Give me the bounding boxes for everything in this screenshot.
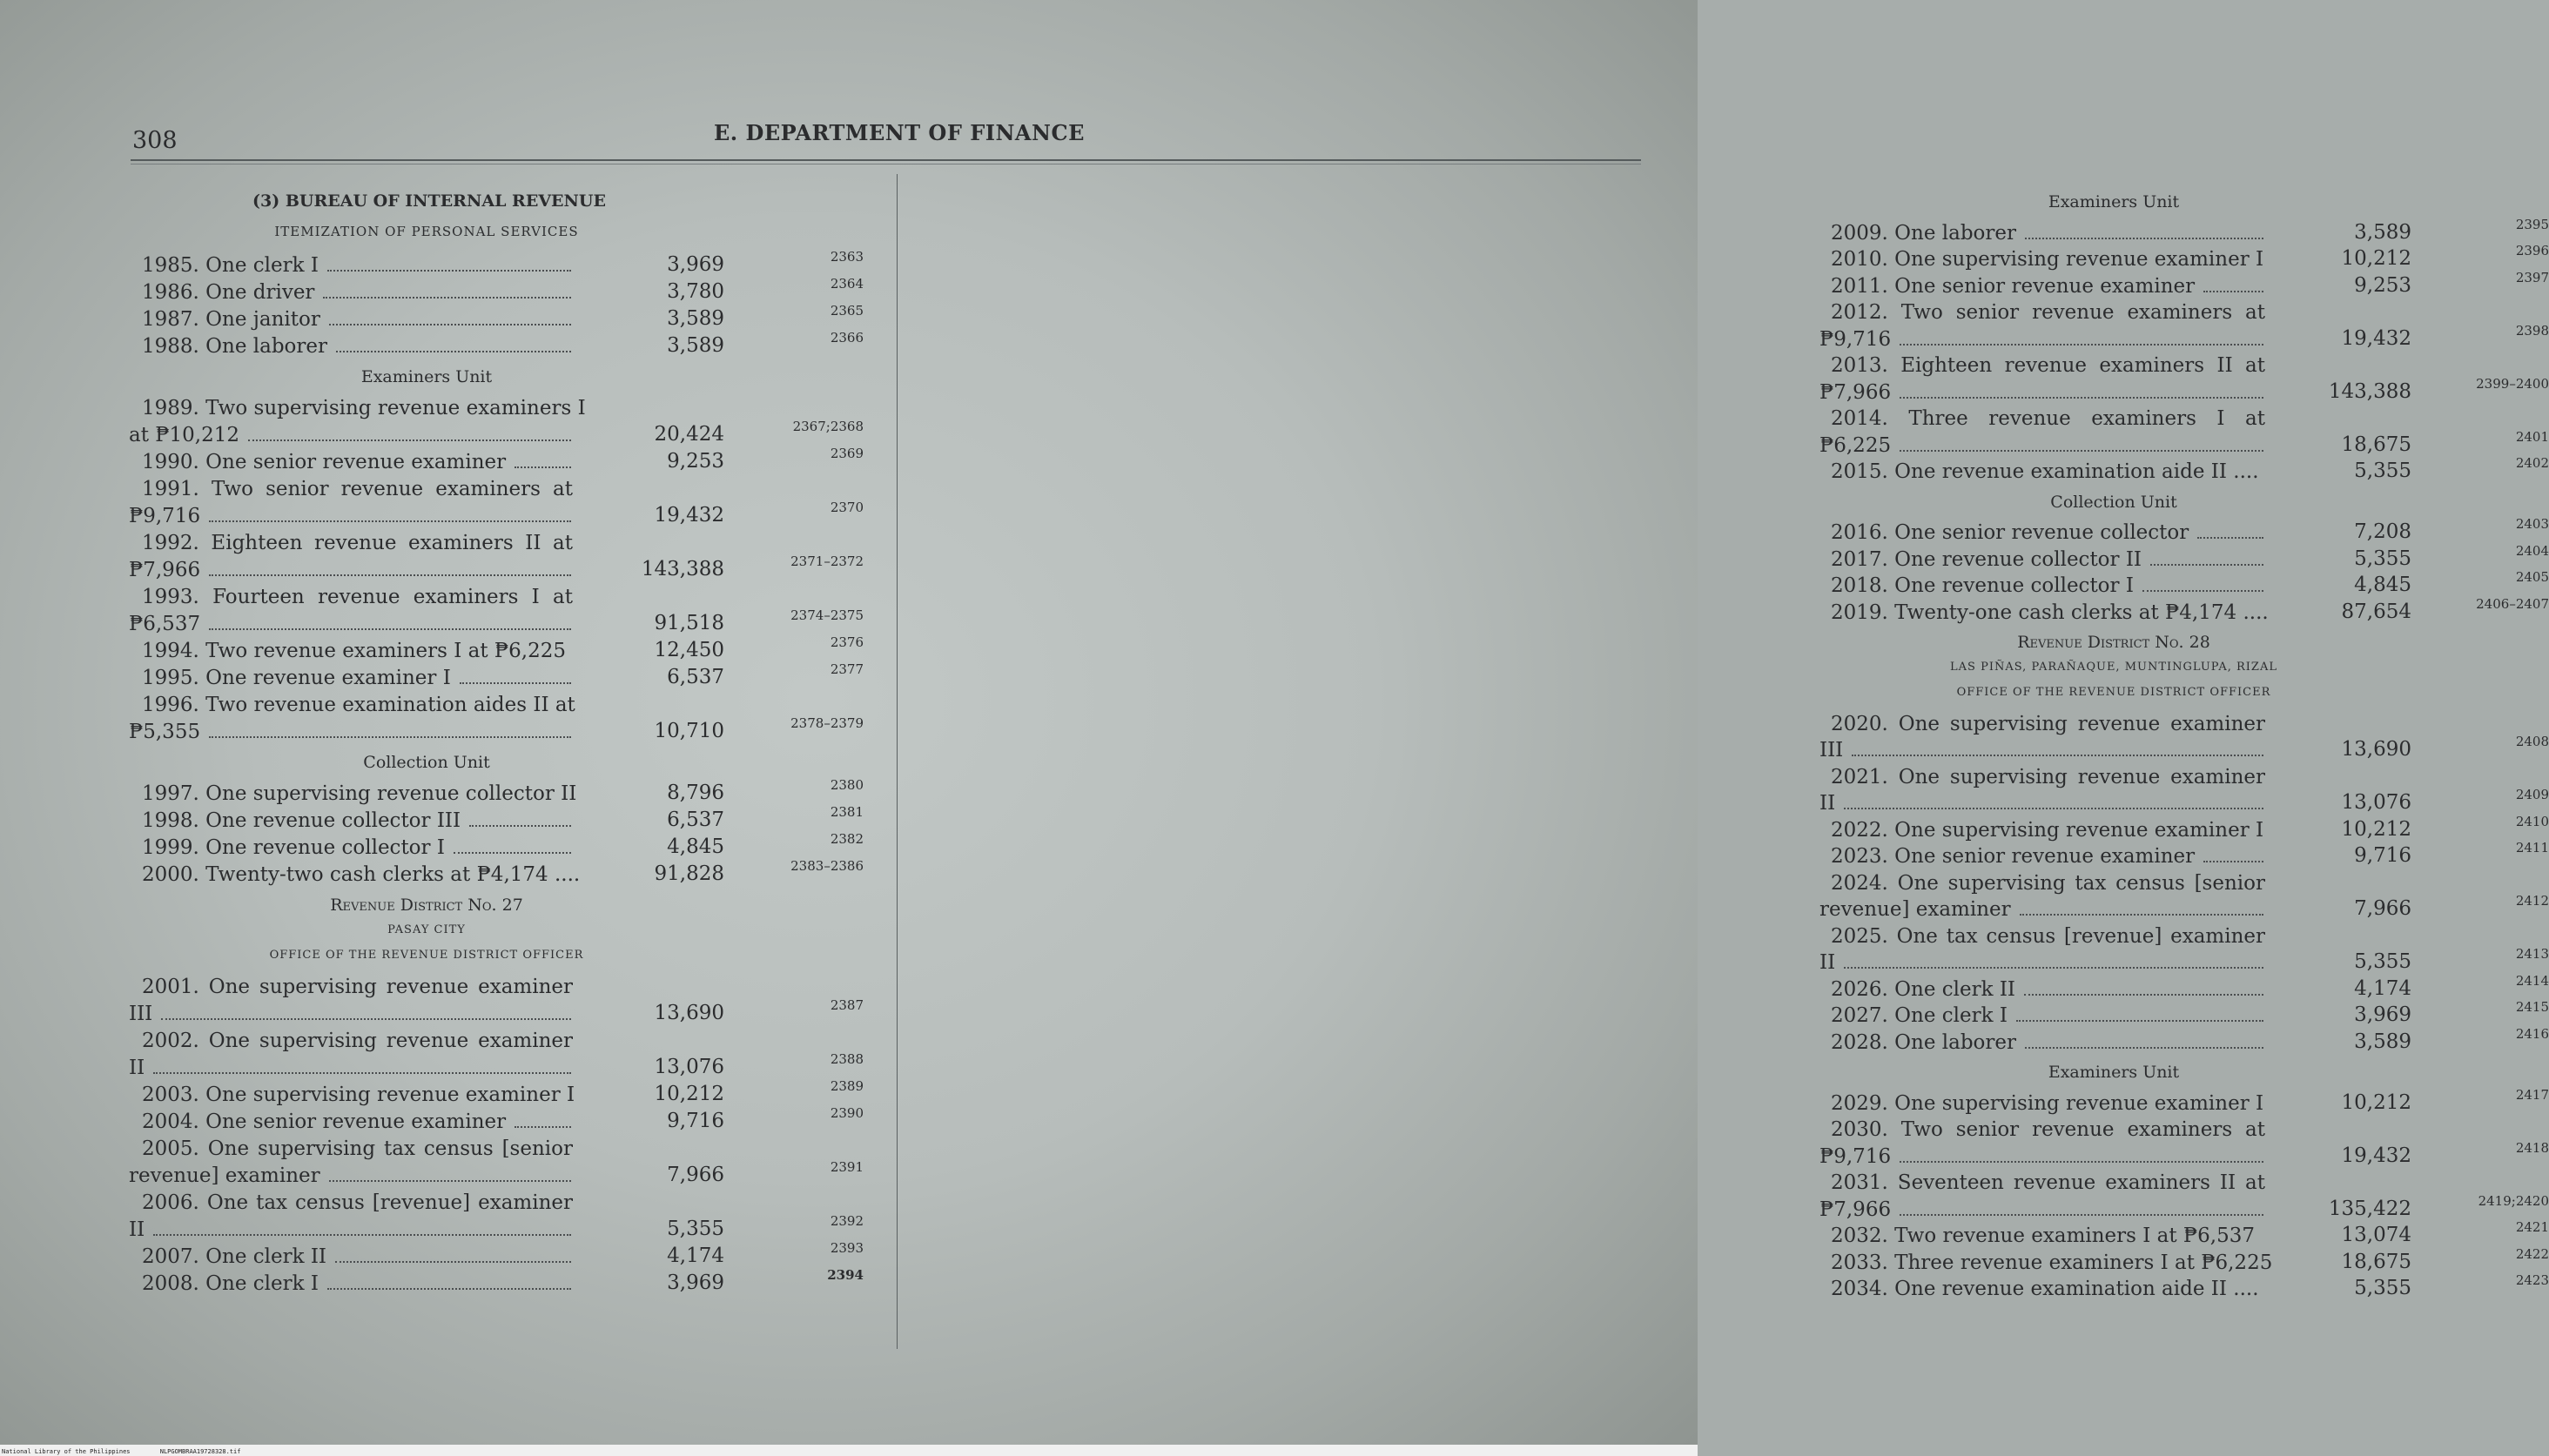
item-amount: 13,076	[654, 1056, 724, 1078]
dot-leader	[515, 463, 571, 468]
item-reference: 2412	[2515, 893, 2549, 909]
item-amount: 7,208	[2354, 520, 2411, 543]
item-description: 2029. One supervising revenue examiner I	[1831, 1091, 2264, 1115]
item-description: 2030. Two senior revenue examiners at	[1831, 1118, 2265, 1141]
item-description: 1999. One revenue collector I	[142, 836, 573, 859]
item-amount: 6,537	[667, 666, 724, 688]
item-reference: 2421	[2515, 1219, 2549, 1235]
item-amount: 3,589	[667, 334, 724, 357]
item-amount: 91,518	[654, 612, 724, 634]
item-amount: 18,675	[2341, 1250, 2411, 1273]
continuation-text: II	[129, 1057, 145, 1079]
dot-leader	[2025, 1043, 2263, 1049]
item-description: 2012. Two senior revenue examiners at	[1831, 301, 2265, 324]
item-reference: 2371–2372	[790, 554, 864, 569]
item-description-continuation	[1819, 434, 2265, 457]
item-amount: 5,355	[2354, 547, 2411, 570]
item-reference: 2364	[830, 276, 864, 292]
item-amount: 10,212	[654, 1083, 724, 1105]
continuation-text: II	[129, 1218, 145, 1241]
dot-leader	[248, 436, 571, 441]
item-amount: 3,780	[667, 280, 724, 303]
dot-leader	[1852, 751, 2263, 756]
item-description: 2018. One revenue collector I	[1831, 574, 2265, 597]
item-reference: 2408	[2515, 734, 2549, 749]
item-reference: 2370	[830, 500, 864, 515]
dot-leader	[209, 625, 571, 630]
item-amount: 3,589	[667, 307, 724, 330]
item-amount: 4,174	[2354, 976, 2411, 1000]
footer-library: National Library of the Philippines	[2, 1448, 131, 1455]
item-reference: 2388	[830, 1051, 864, 1067]
page-number: 308	[132, 127, 178, 154]
section-heading: Examiners Unit	[2048, 192, 2180, 211]
item-amount: 10,710	[654, 720, 724, 742]
item-amount: 6,537	[667, 809, 724, 831]
item-amount: 19,432	[2341, 326, 2411, 350]
item-description: 2017. One revenue collector II	[1831, 548, 2265, 571]
item-description-continuation	[1819, 898, 2265, 921]
item-amount: 9,716	[667, 1110, 724, 1132]
bureau-title: (3) BUREAU OF INTERNAL REVENUE	[252, 191, 606, 211]
dot-leader	[209, 517, 571, 522]
section-subheading: LAS PIÑAS, PARAÑAQUE, MUNTINGLUPA, RIZAL	[1950, 660, 2277, 674]
item-amount: 87,654	[2341, 600, 2411, 623]
dot-leader	[2203, 857, 2263, 862]
item-reference: 2406–2407	[2476, 595, 2549, 612]
dot-leader	[153, 1231, 571, 1236]
item-reference: 2405	[2515, 569, 2549, 585]
item-description: 1988. One laborer	[142, 335, 573, 358]
dot-leader	[2150, 560, 2263, 566]
dot-leader	[209, 571, 571, 576]
dot-leader	[460, 679, 571, 684]
item-amount: 91,828	[654, 862, 724, 885]
item-description: 2008. One clerk I	[142, 1272, 573, 1295]
item-description: 2019. Twenty-one cash clerks at ₱4,174 ....	[1831, 601, 2269, 624]
dot-leader	[327, 1285, 571, 1290]
item-reference: 2374–2375	[790, 607, 864, 623]
item-description: 2002. One supervising revenue examiner	[142, 1030, 573, 1052]
item-reference: 2366	[830, 330, 864, 346]
continuation-text: ₱7,966	[1819, 1198, 1892, 1221]
item-reference: 2367;2368	[792, 419, 864, 434]
dot-leader	[2020, 910, 2263, 916]
section-subheading: PASAY CITY	[387, 923, 466, 936]
footer-file: NLPGOMBRAA19728328.tif	[159, 1448, 241, 1455]
item-description: 2000. Twenty-two cash clerks at ₱4,174 ....	[142, 863, 581, 886]
dot-leader	[2025, 234, 2263, 239]
item-amount: 5,355	[2354, 1277, 2411, 1299]
dot-leader	[329, 1177, 571, 1182]
dot-leader	[1900, 393, 2263, 399]
item-description: 2022. One supervising revenue examiner I	[1831, 818, 2264, 842]
item-reference: 2382	[830, 831, 864, 847]
item-amount: 5,355	[2354, 950, 2411, 973]
section-heading: Examiners Unit	[2048, 1063, 2180, 1082]
item-description-continuation	[129, 424, 573, 446]
item-amount: 4,845	[667, 835, 724, 858]
item-reference: 2401	[2515, 428, 2549, 445]
continuation-text: ₱7,966	[1819, 380, 1892, 404]
item-description: 2010. One supervising revenue examiner I	[1831, 248, 2264, 271]
dot-leader	[161, 1015, 571, 1020]
dot-leader	[1900, 1157, 2263, 1163]
continuation-text: ₱9,716	[1819, 1144, 1892, 1168]
dot-leader	[336, 347, 571, 352]
item-description: 2001. One supervising revenue examiner	[142, 976, 573, 998]
item-description: 1993. Fourteen revenue examiners I at	[142, 586, 573, 608]
scan-footer	[2, 1448, 266, 1455]
column-divider	[897, 174, 898, 1349]
item-reference: 2391	[830, 1159, 864, 1175]
item-description-continuation	[129, 559, 573, 581]
continuation-text: II	[1819, 792, 1836, 815]
item-description: 2031. Seventeen revenue examiners II at	[1831, 1171, 2265, 1194]
continuation-text: ₱7,966	[129, 559, 201, 581]
continuation-text: revenue] examiner	[1819, 898, 2011, 921]
item-description: 1991. Two senior revenue examiners at	[142, 478, 573, 500]
item-amount: 13,074	[2341, 1224, 2411, 1246]
item-reference: 2396	[2515, 243, 2549, 258]
item-description: 2032. Two revenue examiners I at ₱6,537	[1831, 1225, 2256, 1247]
item-amount: 10,212	[2341, 247, 2411, 270]
continuation-text: ₱5,355	[129, 721, 201, 743]
item-reference: 2404	[2515, 542, 2549, 559]
item-reference: 2395	[2515, 216, 2549, 232]
dot-leader	[2197, 533, 2263, 539]
item-reference: 2383–2386	[790, 858, 864, 874]
item-amount: 4,174	[667, 1245, 724, 1267]
dot-leader	[2016, 1017, 2263, 1022]
item-description: 1998. One revenue collector III	[142, 809, 573, 832]
item-description-continuation	[1819, 1145, 2265, 1168]
dot-leader	[469, 822, 571, 827]
header-rule	[131, 159, 1641, 161]
continuation-text: II	[1819, 951, 1836, 974]
section-subheading: OFFICE OF THE REVENUE DISTRICT OFFICER	[269, 949, 584, 962]
item-amount: 18,675	[2341, 433, 2411, 456]
item-description: 2025. One tax census [revenue] examiner	[1831, 924, 2265, 948]
item-amount: 3,969	[667, 1271, 724, 1294]
item-amount: 9,253	[2354, 273, 2411, 297]
dot-leader	[327, 266, 571, 272]
dot-leader	[2024, 990, 2263, 996]
item-amount: 10,212	[2341, 1090, 2411, 1114]
item-reference: 2389	[830, 1078, 864, 1094]
dot-leader	[323, 293, 571, 299]
item-description: 2006. One tax census [revenue] examiner	[142, 1191, 573, 1214]
item-reference: 2365	[830, 303, 864, 319]
item-amount: 13,690	[654, 1002, 724, 1024]
item-description-continuation	[1819, 739, 2265, 762]
item-amount: 9,716	[2354, 844, 2411, 867]
item-reference: 2378–2379	[790, 715, 864, 731]
section-heading: Collection Unit	[363, 753, 490, 772]
section-heading: Collection Unit	[2050, 492, 2177, 512]
item-description: 2011. One senior revenue examiner	[1831, 275, 2265, 298]
item-reference: 2415	[2515, 999, 2549, 1015]
itemization-title: ITEMIZATION OF PERSONAL SERVICES	[274, 224, 579, 239]
item-description: 2023. One senior revenue examiner	[1831, 845, 2265, 868]
item-amount: 8,796	[667, 782, 724, 804]
item-description: 2020. One supervising revenue examiner	[1831, 712, 2265, 735]
item-amount: 13,690	[2341, 738, 2411, 761]
dot-leader	[454, 849, 571, 854]
continuation-text: at ₱10,212	[129, 424, 239, 446]
continuation-text: revenue] examiner	[129, 1164, 320, 1187]
item-amount: 9,253	[667, 450, 724, 473]
item-description: 1995. One revenue examiner I	[142, 667, 573, 689]
item-reference: 2397	[2515, 269, 2549, 285]
continuation-text: ₱9,716	[1819, 327, 1892, 351]
item-description: 2034. One revenue examination aide II ....	[1831, 1278, 2259, 1300]
continuation-text: ₱6,225	[1819, 433, 1892, 457]
item-description-continuation	[1819, 328, 2265, 351]
item-description: 2024. One supervising tax census [senior	[1831, 871, 2265, 895]
item-description-continuation	[129, 505, 573, 527]
dot-leader	[329, 320, 571, 325]
item-description-continuation	[129, 1164, 573, 1187]
item-reference: 2369	[830, 446, 864, 461]
dot-leader	[153, 1069, 571, 1074]
dot-leader	[2142, 587, 2263, 592]
dot-leader	[1900, 340, 2263, 346]
item-description: 1992. Eighteen revenue examiners II at	[142, 532, 573, 554]
item-amount: 3,969	[2354, 1003, 2411, 1026]
item-description: 2016. One senior revenue collector	[1831, 521, 2265, 544]
item-amount: 12,450	[654, 639, 724, 661]
item-reference: 2390	[830, 1105, 864, 1121]
item-reference: 2410	[2515, 813, 2549, 829]
item-reference: 2402	[2515, 455, 2549, 471]
section-heading: Revenue District No. 27	[330, 896, 523, 915]
item-reference: 2393	[830, 1240, 864, 1256]
item-amount: 143,388	[641, 558, 724, 580]
item-amount: 19,432	[654, 504, 724, 527]
item-reference: 2394	[827, 1267, 864, 1283]
item-description: 2003. One supervising revenue examiner I	[142, 1084, 575, 1106]
dot-leader	[1844, 963, 2263, 969]
item-amount: 19,432	[2341, 1144, 2411, 1167]
item-description: 2005. One supervising tax census [senior	[142, 1137, 573, 1160]
dot-leader	[2203, 287, 2263, 292]
item-description: 1996. Two revenue examination aides II at	[142, 694, 575, 716]
item-amount: 3,589	[2354, 220, 2411, 244]
item-amount: 5,355	[2354, 460, 2411, 482]
item-reference: 2387	[830, 997, 864, 1013]
item-description: 1997. One supervising revenue collector II	[142, 782, 577, 805]
item-reference: 2403	[2515, 516, 2549, 532]
item-reference: 2417	[2515, 1086, 2549, 1103]
continuation-text: III	[129, 1003, 153, 1025]
item-amount: 5,355	[667, 1218, 724, 1240]
running-head: E. DEPARTMENT OF FINANCE	[714, 120, 1085, 145]
dot-leader	[1844, 804, 2263, 809]
item-reference: 2392	[830, 1213, 864, 1229]
item-description-continuation	[129, 1057, 573, 1079]
item-description-continuation	[129, 1218, 573, 1241]
dot-leader	[335, 1258, 571, 1263]
item-description-continuation	[1819, 951, 2265, 974]
item-amount: 13,076	[2341, 791, 2411, 814]
item-reference: 2380	[830, 777, 864, 793]
item-amount: 20,424	[654, 423, 724, 446]
item-description: 2026. One clerk II	[1831, 978, 2265, 1001]
item-description-continuation	[129, 613, 573, 635]
item-description-continuation	[129, 721, 573, 743]
item-amount: 7,966	[2354, 897, 2411, 920]
item-amount: 135,422	[2328, 1197, 2411, 1220]
continuation-text: III	[1819, 739, 1844, 762]
item-description: 2028. One laborer	[1831, 1031, 2265, 1054]
item-amount: 143,388	[2328, 379, 2411, 403]
item-description: 2033. Three revenue examiners I at ₱6,225	[1831, 1251, 2273, 1274]
item-reference: 2423	[2515, 1272, 2549, 1288]
item-amount: 3,969	[667, 253, 724, 276]
item-amount: 3,589	[2354, 1030, 2411, 1053]
item-reference: 2418	[2515, 1139, 2549, 1156]
section-subheading: OFFICE OF THE REVENUE DISTRICT OFFICER	[1956, 685, 2271, 699]
item-description: 1989. Two supervising revenue examiners I	[142, 397, 586, 419]
section-heading: Revenue District No. 28	[2017, 633, 2210, 652]
item-description: 2013. Eighteen revenue examiners II at	[1831, 354, 2265, 377]
item-description-continuation	[1819, 381, 2265, 404]
dot-leader	[1900, 446, 2263, 452]
item-description: 2014. Three revenue examiners I at	[1831, 407, 2265, 430]
item-reference: 2416	[2515, 1025, 2549, 1042]
item-description-continuation	[1819, 792, 2265, 815]
item-reference: 2411	[2515, 840, 2549, 855]
item-amount: 10,212	[2341, 817, 2411, 841]
item-reference: 2381	[830, 804, 864, 820]
item-reference: 2409	[2515, 787, 2549, 802]
item-reference: 2363	[830, 249, 864, 265]
item-reference: 2419;2420	[2478, 1192, 2549, 1209]
item-amount: 4,845	[2354, 574, 2411, 596]
item-amount: 7,966	[667, 1164, 724, 1186]
item-description: 2007. One clerk II	[142, 1245, 573, 1268]
item-reference: 2398	[2515, 322, 2549, 339]
item-description: 1986. One driver	[142, 281, 573, 304]
item-description: 1987. One janitor	[142, 308, 573, 331]
item-description: 2004. One senior revenue examiner	[142, 1110, 573, 1133]
item-description: 2009. One laborer	[1831, 222, 2265, 245]
section-heading: Examiners Unit	[360, 367, 493, 386]
item-reference: 2377	[830, 661, 864, 677]
item-description-continuation	[129, 1003, 573, 1025]
continuation-text: ₱6,537	[129, 613, 201, 635]
item-description: 1994. Two revenue examiners I at ₱6,225	[142, 640, 567, 662]
dot-leader	[1900, 1211, 2263, 1216]
continuation-text: ₱9,716	[129, 505, 201, 527]
dot-leader	[515, 1123, 571, 1128]
item-reference: 2399–2400	[2476, 375, 2549, 392]
item-reference: 2376	[830, 634, 864, 650]
item-description: 2027. One clerk I	[1831, 1004, 2265, 1027]
item-reference: 2422	[2515, 1245, 2549, 1262]
item-description: 2021. One supervising revenue examiner	[1831, 765, 2265, 788]
item-description: 2015. One revenue examination aide II ....	[1831, 460, 2259, 483]
item-reference: 2414	[2515, 972, 2549, 989]
item-description: 1985. One clerk I	[142, 254, 573, 277]
item-reference: 2413	[2515, 946, 2549, 962]
dot-leader	[209, 733, 571, 738]
item-description-continuation	[1819, 1198, 2265, 1221]
item-description: 1990. One senior revenue examiner	[142, 451, 573, 473]
